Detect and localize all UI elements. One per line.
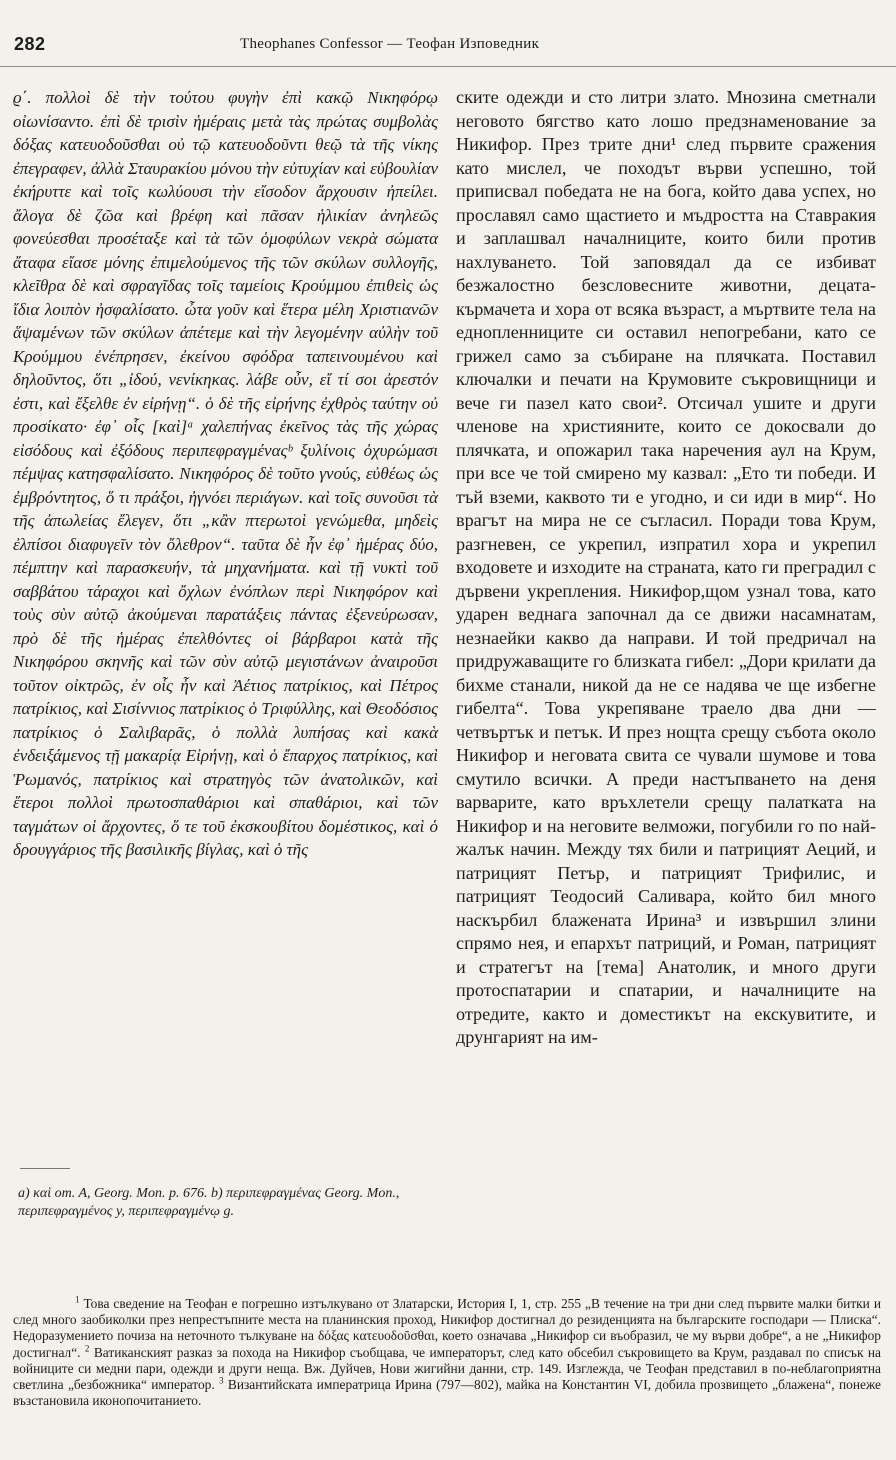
page-header — [0, 30, 896, 67]
running-title: Theophanes Confessor — Теофан Изповедник — [240, 36, 540, 52]
page-number: 282 — [14, 34, 46, 54]
footnote-marker-2: 2 — [84, 1343, 90, 1354]
footnote-marker-1: 1 — [75, 1294, 80, 1305]
footnote-2: Ватиканският разказ за похода на Никифор съобщава, че императорът, след като обсебил съкровището ва Крум, раздавал по списък на войниците си медни пари, одежди и други неща. Вж. Дуйчев, Нови жигийни данни, стр. 149. Изглежда, че Теофан представил в по-неблагоприятна светлина „безбожника“ император. — [13, 1344, 881, 1393]
footnote-marker-3: 3 — [219, 1375, 224, 1386]
footnote-1: Това сведение на Теофан е погрешно изтълкувано от Златарски, История I, 1, стр. 255 „В течение на три дни след първите малки битки и след много заобиколки през непрестъпните места на планинския проход, Никифор достигнал до резиденцията на българските господари — Плиска“. Недоразумението почиза на неточното тълкуване на δόξας κατευοδοῦσθαι, което означава „Никифор си въобразил, че му върви добре“, а не „Никифор достигнал“. — [13, 1296, 881, 1360]
bulgarian-text-column — [456, 86, 876, 1050]
footnotes — [13, 1296, 881, 1409]
bulgarian-text: ските одежди и сто литри злато. Мнозина сметнали неговото бягство като лошо предзнаменование за Никифор. През трите дни¹ след първите сражения като мислел, че походът върви успешно, той приписвал победата не на бога, който дава успех, но прославял само щастието и мъдростта на Ставракия и заплашвал началниците, които били против нахлуването. Той заповядал да се избиват безжалостно безсловесните животни, децата-кърмачета и хора от всяка възраст, а мъртвите тела на еднопленниците си оставил непогребани, като се грижел само за събиране на плячката. Поставил ключалки и печати на Крумовите съкровищници и вече ги пазел като свои². Отсичал ушите и други членове на християните, които се докосвали до плячката, и опожарил така наречения аул на Крум, при все че той смирено му казвал: „Ето ти победи. И тъй вземи, каквото ти е угодно, и си иди в мир“. Но врагът на мира не се съгласил. Поради това Крум, разгневен, се укрепил, изпратил хора и укрепил входовете и изходите на страната, като ги преградил с дървени укрепления. Никифор,щом узнал това, като ударен веднага започнал да се движи насамнатам, незнаейки какво да направи. И той предричал на придружаващите го близката гибел: „Дори крилати да бихме станали, никой да не се надява че ще избегне гибелта“. Това укрепяване траело два дни — четвъртък и петък. И през нощта срещу събота около Никифор и неговата свита се чували шумове и това смутило всички. А преди настъпването на деня варварите, като връхлетели срещу палатката на Никифор и на неговите велможи, погубили го по най-жалък начин. Между тях били и патрицият Аеций, и патрицият Петър, и патрицият Трифилис, и патрицият Теодосий Саливара, който бил много наскърбил блажената Ирина³ и извършил злини спрямо нея, и епархът патриций, и Роман, патрицият и стратегът на [тема] Анатолик, и много други протоспатарии и спатарии, и началниците на отредите, както и доместикът на екскувитите, и друнгарият на им- — [456, 87, 876, 1047]
greek-text-column — [13, 86, 438, 862]
greek-text: ϱ΄. πολλοὶ δὲ τὴν τούτου φυγὴν ἐπὶ κακῷ Νικηφόρῳ οἰωνίσαντο. ἐπὶ δὲ τρισὶν ἡμέραις μετὰ τὰς πρώτας συμβολὰς δόξας κατευοδοῦσθαι οὐ τῷ κατευοδοῦντι θεῷ τὰ τῆς νίκης ἐπεγραφεν, ἀλλὰ Σταυρακίου μόνου τὴν εὐτυχίαν καὶ εὐβουλίαν ἐκήρυττε καὶ τοῖς κωλύουσι τὴν εἴσοδον ἄρχουσιν ἠπείλει. ἄλογα δὲ ζῶα καὶ βρέφη καὶ πᾶσαν ἡλικίαν ἀνηλεῶς φονεύεσθαι προσέταξε καὶ τὰ τῶν ὁμοφύλων νεκρὰ σώματα ἄταφα εἴασε μόνης ἐπιμελούμενος τῆς τῶν σκύλων συλλογῆς, κλεῖθρα δὲ καὶ σφραγῖδας τοῖς ταμείοις Κρούμμου ἐπιθεὶς ὡς ἴδια λοιπὸν ἠσφαλίσατο. ὦτα γοῦν καὶ ἕτερα μέλη Χριστιανῶν ἅψαμένων τῶν σκύλων ἀπέτεμε καὶ τὴν λεγομένην αὐλὴν τοῦ Κρούμμου ἐνέπρησεν, ἐκείνου σφόδρα ταπεινουμένου καὶ δηλοῦντος, ὅτι „ἰδού, νενίκηκας. λάβε οὖν, εἴ τί σοι ἀρεστόν ἐστι, καὶ ἔξελθε ἐν εἰρήνῃ“. ὁ δὲ τῆς εἰρήνης ἐχθρὸς ταύτην οὐ προσίκατο· ἐφ᾽ οἷς [καὶ]ᵃ χαλεπήνας ἐκεῖνος τὰς τῆς χώρας εἰσόδους καὶ ἐξόδους περιπεφραγμέναςᵇ ξυλίνοις ὀχυρώμασι πέμψας κατησφαλίσατο. Νικηφόρος δὲ τοῦτο γνούς, εὐθέως ὡς ἐμβρόντητος, ὅ τι πράξοι, ἠγνόει περιάγων. καὶ τοῖς συνοῦσι τὰ τῆς ἀπωλείας ἔλεγεν, ὅτι „κἂν πτερωτοὶ γενώμεθα, μηδεὶς ἐλπίσοι διαφυγεῖν τὸν ὄλεθρον“. ταῦτα δὲ ἦν ἐφ᾽ ἡμέρας δύο, πέμπτην καὶ παρασκευήν, τὰ μηχανήματα. καὶ τῇ νυκτὶ τοῦ σαββάτου τάραχοι καὶ ὄχλων ἐνόπλων περὶ Νικηφόρον καὶ τοὺς σὺν αὐτῷ ἀκούμεναι παρατάξεις πάντας ἐξενεύρωσαν, πρὸ δὲ τῆς ἡμέρας ἐπελθόντες οἱ βάρβαροι κατὰ τῆς Νικηφόρου σκηνῆς καὶ τῶν σὺν αὐτῷ μεγιστάνων ἀναιροῦσι τοῦτον οἰκτρῶς, ἐν οἷς ἦν καὶ Ἀέτιος πατρίκιος, καὶ Πέτρος πατρίκιος, καὶ Σισίννιος πατρίκιος ὁ Τριφύλλης, καὶ Θεοδόσιος πατρίκιος ὁ Σαλιβαρᾶς, ὁ πολλὰ λυπήσας καὶ κακὰ ἐνδειξάμενος τῇ μακαρίᾳ Εἰρήνῃ, καὶ ὁ ἔπαρχος πατρίκιος, καὶ Ῥωμανός, πατρίκιος καὶ στρατηγὸς τῶν ἀνατολικῶν, καὶ ἕτεροι πολλοὶ πρωτοσπαθάριοι καὶ σπαθάριοι, καὶ τῶν ταγμάτων οἱ ἄρχοντες, ὅ τε τοῦ ἐκσκουβίτου δομέστικος, καὶ ὁ δρουγγάριος τῆς βασιλικῆς βίγλας, καὶ ὁ τῆς — [13, 88, 438, 859]
apparatus-divider — [20, 1168, 70, 1169]
apparatus-note-a: a) καὶ om. A, Georg. Mon. p. 676. — [18, 1186, 208, 1201]
critical-apparatus — [18, 1185, 432, 1221]
apparatus-note-b: b) περιπεφραγμένας Georg. Mon., περιπεφραγμένος y, περιπεφραγμένῳ g. — [18, 1186, 400, 1219]
footnote-3: Византийската императрица Ирина (797—802), майка на Константин VI, добила прозвището „блажена“, понеже възстановила иконопочитанието. — [13, 1377, 881, 1409]
